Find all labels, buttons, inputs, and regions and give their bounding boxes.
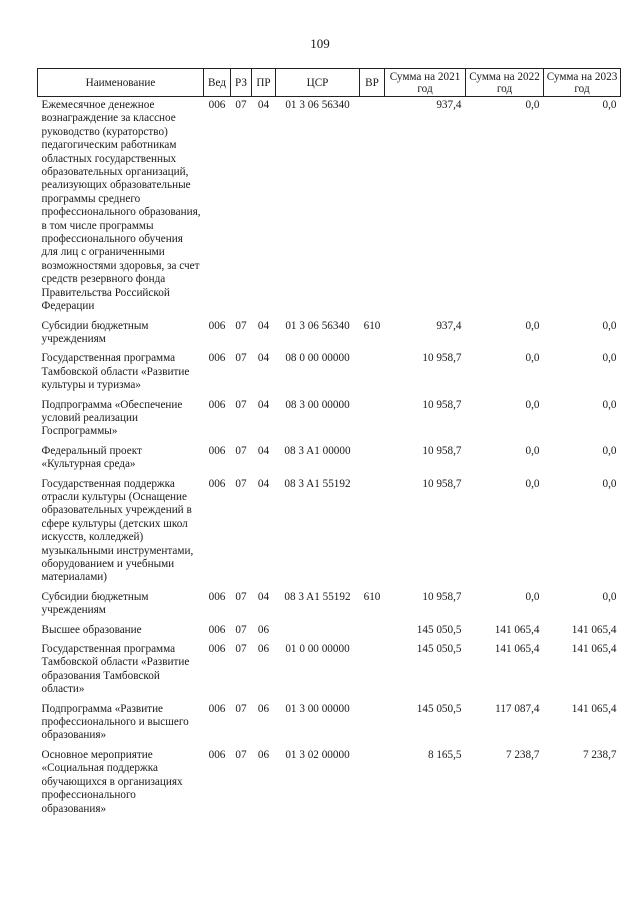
cell-csr: 01 3 02 00000 <box>285 748 350 761</box>
cell-ved: 006 <box>208 623 226 636</box>
cell-vr <box>360 749 385 822</box>
cell-sum-2021: 10 958,7 <box>422 352 462 365</box>
cell-pr: 04 <box>257 398 270 411</box>
cell-sum-2023: 0,0 <box>602 590 617 603</box>
cell-csr: 08 0 00 00000 <box>285 352 350 365</box>
cell-rz: 07 <box>235 623 247 636</box>
cell-name: Государственная программа Тамбовской области «Развитие культуры и туризма» <box>41 352 190 392</box>
cell-rz: 07 <box>235 477 247 490</box>
cell-name: Высшее образование <box>41 623 142 636</box>
header-sum-2023: Сумма на 2023 год <box>544 69 621 97</box>
cell-sum-2023: 0,0 <box>602 352 617 365</box>
cell-name: Ежемесячное денежное вознаграждение за классное руководство (кураторство) педагогическим работникам областных государственных образовательных организаций, реализующих образовательные программы среднего профессионального образования, в том числе программы профессионального обучения для лиц с ограниченными возможностями здоровья, за счет средств резервного фонда Правительства Российской Федерации <box>41 99 201 313</box>
cell-csr: 01 3 00 00000 <box>285 702 350 715</box>
cell-sum-2023: 0,0 <box>602 398 617 411</box>
cell-sum-2023: 141 065,4 <box>571 702 617 715</box>
table-row <box>38 749 621 822</box>
cell-sum-2023: 0,0 <box>602 444 617 457</box>
cell-rz: 07 <box>235 99 247 111</box>
cell-sum-2021: 10 958,7 <box>422 444 462 457</box>
header-pr: ПР <box>252 69 276 97</box>
cell-pr: 04 <box>257 444 270 457</box>
cell-rz: 07 <box>235 352 247 365</box>
cell-ved: 006 <box>208 748 226 761</box>
cell-name: Подпрограмма «Обеспечение условий реализации Госпрограммы» <box>41 398 183 438</box>
table-row <box>38 591 621 624</box>
cell-vr <box>360 97 385 320</box>
table-row <box>38 478 621 591</box>
cell-csr: 08 3 00 00000 <box>285 398 350 411</box>
cell-name: Подпрограмма «Развитие профессионального и высшего образования» <box>41 702 189 742</box>
cell-pr: 04 <box>257 99 270 111</box>
cell-vr <box>360 399 385 445</box>
cell-sum-2022: 0,0 <box>525 590 540 603</box>
cell-sum-2021: 10 958,7 <box>422 398 462 411</box>
cell-name: Государственная поддержка отрасли культуры (Оснащение образовательных учреждений в сфере культуры (детских школ искусств, колледжей) музыкальными инструментами, оборудованием и учебными материалами) <box>41 477 194 584</box>
header-sum-2022: Сумма на 2022 год <box>466 69 544 97</box>
table-body <box>38 97 621 822</box>
cell-ved: 006 <box>208 477 226 490</box>
table-row <box>38 703 621 749</box>
page-number: 109 <box>310 36 330 51</box>
cell-ved: 006 <box>208 319 226 332</box>
cell-name: Субсидии бюджетным учреждениям <box>41 319 149 345</box>
header-rz: РЗ <box>231 69 252 97</box>
cell-rz: 07 <box>235 398 247 411</box>
cell-rz: 07 <box>235 444 247 457</box>
cell-sum-2022: 0,0 <box>525 352 540 365</box>
cell-name: Основное мероприятие «Социальная поддержка обучающихся в организациях профессионального образования» <box>41 748 183 815</box>
cell-sum-2023: 7 238,7 <box>582 748 617 761</box>
cell-pr: 06 <box>257 643 270 656</box>
cell-vr: 610 <box>363 319 381 332</box>
cell-pr: 04 <box>257 477 270 490</box>
cell-sum-2023: 141 065,4 <box>571 623 617 636</box>
table-row <box>38 320 621 353</box>
cell-ved: 006 <box>208 444 226 457</box>
cell-sum-2022: 0,0 <box>525 319 540 332</box>
cell-sum-2021: 8 165,5 <box>427 748 462 761</box>
cell-csr: 01 0 00 00000 <box>285 643 350 656</box>
cell-csr: 01 3 06 56340 <box>285 319 350 332</box>
cell-ved: 006 <box>208 702 226 715</box>
cell-sum-2021: 10 958,7 <box>422 477 462 490</box>
cell-vr <box>360 478 385 591</box>
cell-pr: 04 <box>257 352 270 365</box>
cell-sum-2022: 117 087,4 <box>495 702 540 715</box>
cell-pr: 04 <box>257 590 270 603</box>
cell-sum-2022: 7 238,7 <box>505 748 540 761</box>
cell-csr: 01 3 06 56340 <box>285 99 350 111</box>
cell-sum-2021: 937,4 <box>436 319 462 332</box>
cell-name: Федеральный проект «Культурная среда» <box>41 444 142 471</box>
cell-vr <box>360 352 385 398</box>
cell-csr: 08 3 A1 55192 <box>284 590 351 603</box>
cell-sum-2022: 0,0 <box>525 398 540 411</box>
cell-sum-2021: 937,4 <box>436 99 462 111</box>
cell-ved: 006 <box>208 99 226 111</box>
cell-pr: 06 <box>257 702 270 715</box>
cell-sum-2022: 0,0 <box>525 477 540 490</box>
cell-sum-2021: 145 050,5 <box>416 643 462 656</box>
cell-rz: 07 <box>235 590 247 603</box>
header-sum-2021: Сумма на 2021 год <box>385 69 466 97</box>
header-ved: Вед <box>204 69 231 97</box>
cell-sum-2023: 0,0 <box>602 477 617 490</box>
cell-sum-2022: 141 065,4 <box>494 643 540 656</box>
cell-sum-2022: 141 065,4 <box>494 623 540 636</box>
cell-sum-2021: 145 050,5 <box>416 623 462 636</box>
table-row <box>38 624 621 643</box>
cell-pr: 06 <box>257 748 270 761</box>
cell-csr: 08 3 A1 00000 <box>284 444 351 457</box>
cell-ved: 006 <box>208 590 226 603</box>
cell-vr <box>360 445 385 478</box>
cell-sum-2022: 0,0 <box>525 444 540 457</box>
table-row <box>38 445 621 478</box>
table-row <box>38 97 621 320</box>
cell-ved: 006 <box>208 398 226 411</box>
cell-csr <box>276 624 360 643</box>
cell-sum-2023: 0,0 <box>602 99 617 111</box>
cell-sum-2023: 141 065,4 <box>571 643 617 656</box>
header-csr: ЦСР <box>276 69 360 97</box>
header-row <box>38 69 621 97</box>
table-row <box>38 352 621 398</box>
cell-rz: 07 <box>235 702 247 715</box>
cell-rz: 07 <box>235 319 247 332</box>
table-row <box>38 643 621 703</box>
cell-sum-2022: 0,0 <box>525 99 540 111</box>
cell-sum-2021: 10 958,7 <box>422 590 462 603</box>
cell-pr: 06 <box>257 623 270 636</box>
cell-sum-2021: 145 050,5 <box>416 702 462 715</box>
cell-ved: 006 <box>208 352 226 365</box>
cell-name: Субсидии бюджетным учреждениям <box>41 590 149 617</box>
cell-name: Государственная программа Тамбовской области «Развитие образования Тамбовской области» <box>41 643 190 696</box>
cell-vr <box>360 703 385 749</box>
cell-ved: 006 <box>208 643 226 656</box>
cell-vr <box>360 643 385 703</box>
cell-vr: 610 <box>363 590 381 603</box>
budget-table <box>37 68 621 822</box>
header-name: Наименование <box>38 69 204 97</box>
cell-vr <box>360 624 385 643</box>
cell-sum-2023: 0,0 <box>602 319 617 332</box>
cell-rz: 07 <box>235 643 247 656</box>
table-row <box>38 399 621 445</box>
cell-pr: 04 <box>257 319 270 332</box>
cell-rz: 07 <box>235 748 247 761</box>
header-vr: ВР <box>360 69 385 97</box>
cell-csr: 08 3 A1 55192 <box>284 477 351 490</box>
